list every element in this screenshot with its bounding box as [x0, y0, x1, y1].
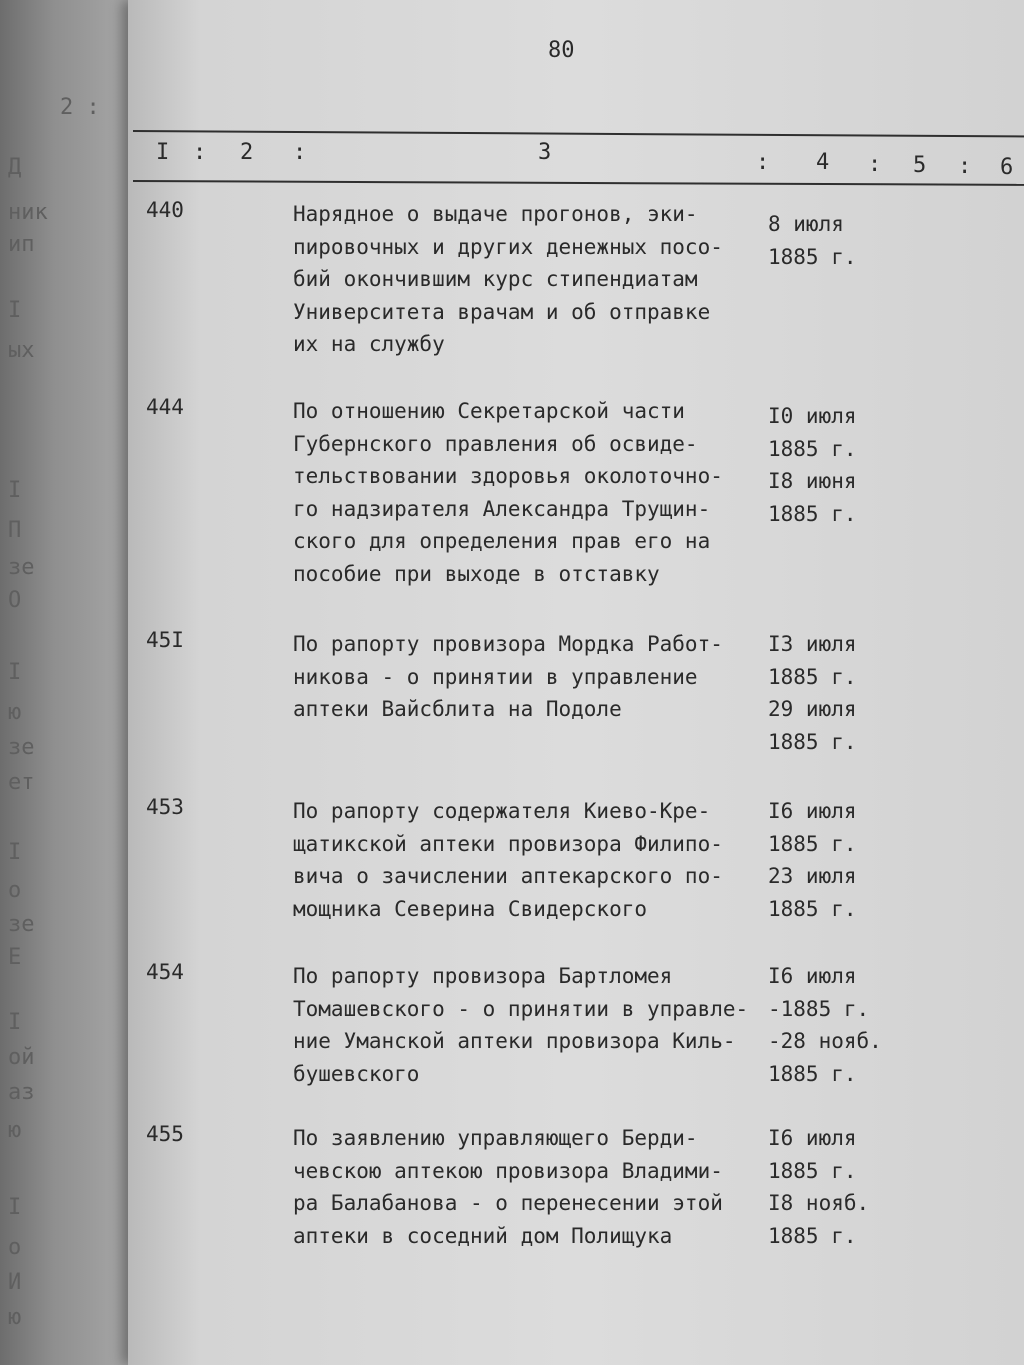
column-header-2: 2	[240, 140, 254, 165]
entry-date-line: 1885 г.	[768, 436, 857, 461]
page-number: 80	[548, 38, 575, 63]
previous-page-margin-text: О	[8, 588, 22, 613]
previous-page-margin-text: ой	[8, 1045, 35, 1070]
column-header-separator: :	[868, 152, 882, 177]
previous-page-margin-text: I	[8, 298, 22, 323]
previous-page-margin-text: ю	[8, 1118, 22, 1143]
entry-text-line: Университета врачам и об отправке	[293, 299, 711, 324]
entry-date-line: -28 нояб.	[768, 1029, 882, 1053]
entry-text-line: го надзирателя Александра Трущин-	[293, 496, 711, 521]
entry-date-line: I6 июля	[768, 799, 857, 823]
entry-date-line: I6 июля	[768, 964, 857, 988]
entry-date-line: 1885 г.	[768, 896, 857, 921]
entry-number: 453	[146, 795, 184, 819]
entry-text-line: аптеки Вайсблита на Подоле	[293, 697, 622, 721]
entry-number: 455	[146, 1122, 184, 1146]
entry-text-line: ние Уманской аптеки провизора Киль-	[293, 1029, 736, 1053]
entry-text-line: По рапорту содержателя Киево-Кре-	[293, 799, 711, 823]
previous-page-margin-text: Е	[8, 945, 22, 970]
column-header-separator: :	[193, 140, 207, 165]
entry-date-line: I3 июля	[768, 632, 857, 656]
column-header-1: I	[156, 140, 170, 165]
entry-text-line: Губернского правления об освиде-	[293, 431, 698, 456]
entry-description	[293, 960, 763, 1090]
previous-page-margin-text: о	[8, 878, 22, 903]
entry-text-line: По заявлению управляющего Берди-	[293, 1126, 698, 1150]
entry-date-line: 1885 г.	[768, 831, 857, 856]
entry-dates	[768, 960, 888, 1090]
column-header-separator: :	[756, 150, 770, 175]
entry-dates	[768, 628, 888, 758]
entry-description	[293, 1122, 763, 1252]
entry-description	[293, 198, 763, 361]
previous-page-edge	[0, 0, 135, 1365]
entry-number: 444	[146, 395, 184, 419]
previous-page-header: 2 :	[60, 95, 100, 120]
entry-dates	[768, 400, 888, 530]
entry-text-line: пировочных и других денежных посо-	[293, 234, 723, 259]
previous-page-margin-text: I	[8, 1010, 22, 1035]
previous-page-margin-text: I	[8, 660, 22, 685]
entry-date-line: 29 июля	[768, 697, 857, 721]
entry-text-line: ского для определения прав его на	[293, 529, 711, 553]
entry-description	[293, 795, 763, 925]
previous-page-margin-text: П	[8, 518, 22, 543]
column-header-4: 4	[816, 150, 830, 175]
column-header-6: 6	[1000, 155, 1014, 180]
entry-date-line: 8 июля	[768, 212, 844, 236]
entry-text-line: По рапорту провизора Бартломея	[293, 964, 673, 988]
entry-number: 440	[146, 198, 184, 222]
entry-description	[293, 628, 763, 726]
entry-date-line: I8 нояб.	[768, 1191, 870, 1215]
document-page	[128, 0, 1024, 1365]
entry-text-line: По отношению Секретарской части	[293, 399, 685, 423]
entry-date-line: I0 июля	[768, 404, 857, 428]
entry-text-line: их на службу	[293, 332, 445, 356]
entry-date-line: I6 июля	[768, 1126, 857, 1150]
previous-page-margin-text: ип	[8, 232, 35, 257]
entry-number: 454	[146, 960, 184, 984]
previous-page-margin-text: ю	[8, 700, 22, 725]
entry-date-line: 1885 г.	[768, 1061, 857, 1086]
entry-date-line: 1885 г.	[768, 664, 857, 689]
entry-text-line: мощника Северина Свидерского	[293, 896, 648, 921]
previous-page-margin-text: Д	[8, 155, 22, 180]
previous-page-margin-text: зе	[8, 555, 35, 580]
entry-date-line: 1885 г.	[768, 244, 857, 269]
previous-page-margin-text: I	[8, 1195, 22, 1220]
previous-page-margin-text: аз	[8, 1080, 35, 1105]
header-bottom-rule	[133, 180, 1024, 186]
previous-page-margin-text: И	[8, 1270, 22, 1295]
previous-page-margin-text: ет	[8, 770, 35, 795]
column-header-5: 5	[913, 153, 927, 178]
previous-page-margin-text: зе	[8, 735, 35, 760]
entry-dates	[768, 795, 888, 925]
previous-page-margin-text: зе	[8, 912, 35, 937]
entry-text-line: аптеки в соседний дом Полищука	[293, 1223, 673, 1248]
entry-dates	[768, 1122, 888, 1252]
entry-date-line: 1885 г.	[768, 501, 857, 526]
column-header-separator: :	[293, 140, 307, 165]
entry-text-line: пособие при выходе в отставку	[293, 561, 660, 586]
entry-text-line: бий окончившим курс стипендиатам	[293, 267, 698, 291]
entry-number: 45I	[146, 628, 184, 652]
entry-date-line: 23 июля	[768, 864, 857, 888]
entry-date-line: 1885 г.	[768, 1158, 857, 1183]
entry-description	[293, 395, 763, 590]
header-top-rule	[133, 130, 1024, 137]
previous-page-margin-text: о	[8, 1235, 22, 1260]
entry-date-line: 1885 г.	[768, 729, 857, 754]
previous-page-margin-text: ник	[8, 200, 48, 225]
entry-text-line: щатикской аптеки провизора Филипо-	[293, 831, 723, 856]
entry-date-line: 1885 г.	[768, 1223, 857, 1248]
entry-text-line: чевскою аптекою провизора Владими-	[293, 1158, 723, 1183]
column-header-3: 3	[538, 140, 552, 165]
entry-text-line: никова - о принятии в управление	[293, 664, 698, 689]
entry-text-line: Нарядное о выдаче прогонов, эки-	[293, 202, 698, 226]
column-header-separator: :	[958, 154, 972, 179]
entry-date-line: I8 июня	[768, 469, 857, 493]
entry-text-line: тельствовании здоровья околоточно-	[293, 464, 723, 488]
entry-date-line: -1885 г.	[768, 996, 870, 1021]
previous-page-margin-text: I	[8, 840, 22, 865]
previous-page-margin-text: I	[8, 478, 22, 503]
previous-page-margin-text: ю	[8, 1305, 22, 1330]
entry-text-line: вича о зачислении аптекарского по-	[293, 864, 723, 888]
entry-text-line: ра Балабанова - о перенесении этой	[293, 1191, 723, 1215]
entry-text-line: бушевского	[293, 1061, 420, 1086]
entry-text-line: Томашевского - о принятии в управле-	[293, 996, 749, 1021]
entry-text-line: По рапорту провизора Мордка Работ-	[293, 632, 723, 656]
previous-page-margin-text: ых	[8, 338, 35, 363]
entry-dates	[768, 208, 888, 273]
